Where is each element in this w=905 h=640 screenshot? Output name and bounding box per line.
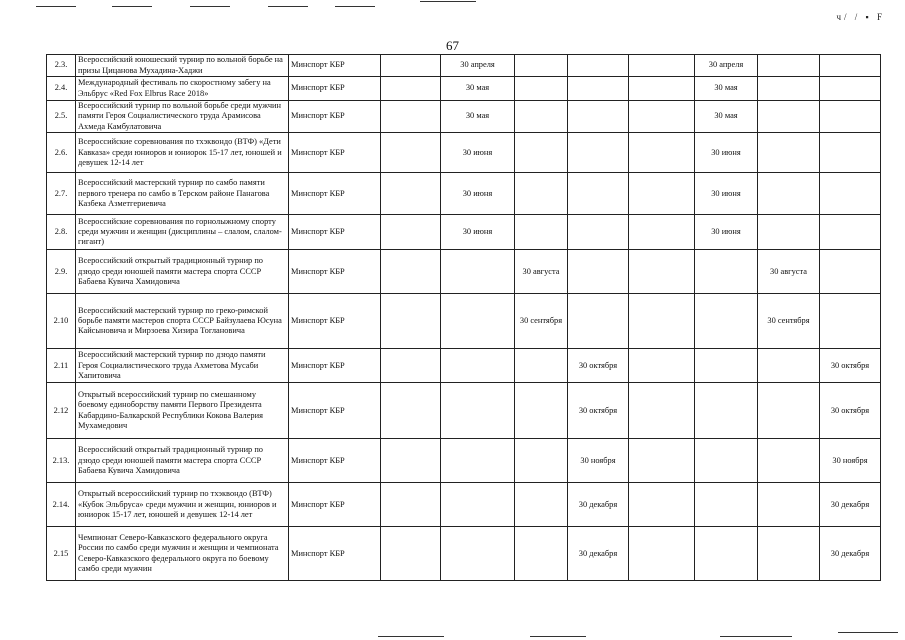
date-cell: 30 декабря [568, 527, 629, 581]
table-row [47, 349, 881, 383]
event-name: Международный фестиваль по скоростному забегу на Эльбрус «Red Fox Elbrus Race 2018» [76, 77, 289, 101]
date-cell [515, 133, 568, 173]
date-cell: 30 августа [758, 250, 820, 294]
date-cell [515, 55, 568, 77]
date-cell: 30 октября [820, 349, 881, 383]
scan-line [420, 1, 476, 2]
date-cell [758, 77, 820, 101]
row-number: 2.14. [47, 483, 76, 527]
organizer: Минспорт КБР [289, 250, 381, 294]
date-cell [515, 349, 568, 383]
date-cell [441, 250, 515, 294]
date-cell: 30 апреля [695, 55, 758, 77]
organizer: Минспорт КБР [289, 527, 381, 581]
date-cell [695, 349, 758, 383]
organizer: Минспорт КБР [289, 294, 381, 349]
event-name: Всероссийский турнир по вольной борьбе среди мужчин памяти Героя Социалистического труда Арамисова Ахмеда Камбулатовича [76, 101, 289, 133]
organizer: Минспорт КБР [289, 77, 381, 101]
date-cell [629, 173, 695, 215]
date-cell [758, 133, 820, 173]
date-cell [568, 215, 629, 250]
date-cell [381, 439, 441, 483]
date-cell [758, 383, 820, 439]
row-number: 2.13. [47, 439, 76, 483]
date-cell [629, 133, 695, 173]
scan-line [335, 6, 375, 7]
date-cell [381, 383, 441, 439]
date-cell [381, 215, 441, 250]
date-cell [515, 215, 568, 250]
date-cell [381, 173, 441, 215]
date-cell [758, 55, 820, 77]
table-row [47, 294, 881, 349]
date-cell: 30 ноября [568, 439, 629, 483]
date-cell: 30 мая [441, 77, 515, 101]
date-cell [758, 527, 820, 581]
date-cell [820, 77, 881, 101]
organizer: Минспорт КБР [289, 215, 381, 250]
date-cell [568, 294, 629, 349]
date-cell: 30 июня [441, 215, 515, 250]
date-cell [568, 133, 629, 173]
date-cell [820, 101, 881, 133]
date-cell [515, 101, 568, 133]
date-cell [568, 250, 629, 294]
date-cell [820, 250, 881, 294]
date-cell [441, 527, 515, 581]
event-name: Всероссийские соревнования по тхэквондо (ВТФ) «Дети Кавказа» среди юниоров и юниорок 15-17 лет, юношей и девушек 12-14 лет [76, 133, 289, 173]
scan-line [720, 636, 792, 637]
date-cell [381, 483, 441, 527]
date-cell [568, 101, 629, 133]
date-cell: 30 декабря [568, 483, 629, 527]
table-row [47, 439, 881, 483]
date-cell [629, 383, 695, 439]
date-cell [441, 483, 515, 527]
organizer: Минспорт КБР [289, 101, 381, 133]
event-name: Открытый всероссийский турнир по смешанному боевому единоборству памяти Первого Президента Кабардино-Балкарской Республики Кокова Валерия Мухамедович [76, 383, 289, 439]
date-cell [568, 173, 629, 215]
event-name: Открытый всероссийский турнир по тхэквондо (ВТФ) «Кубок Эльбруса» среди мужчин и женщин, юниоров и юниорок 15-17 лет, юношей и девушек 12-14 лет [76, 483, 289, 527]
date-cell: 30 августа [515, 250, 568, 294]
table-row [47, 215, 881, 250]
date-cell [441, 439, 515, 483]
date-cell: 30 июня [695, 215, 758, 250]
scan-line [190, 6, 230, 7]
table-row [47, 101, 881, 133]
scan-line [268, 6, 308, 7]
date-cell [381, 527, 441, 581]
date-cell: 30 июня [441, 173, 515, 215]
date-cell [515, 173, 568, 215]
row-number: 2.10 [47, 294, 76, 349]
date-cell: 30 ноября [820, 439, 881, 483]
organizer: Минспорт КБР [289, 349, 381, 383]
date-cell: 30 июня [441, 133, 515, 173]
date-cell [629, 215, 695, 250]
organizer: Минспорт КБР [289, 173, 381, 215]
date-cell [629, 349, 695, 383]
date-cell [515, 483, 568, 527]
date-cell [758, 483, 820, 527]
organizer: Минспорт КБР [289, 383, 381, 439]
date-cell: 30 октября [820, 383, 881, 439]
date-cell: 30 мая [441, 101, 515, 133]
table-row [47, 173, 881, 215]
date-cell [381, 349, 441, 383]
organizer: Минспорт КБР [289, 55, 381, 77]
organizer: Минспорт КБР [289, 439, 381, 483]
date-cell: 30 сентября [758, 294, 820, 349]
row-number: 2.11 [47, 349, 76, 383]
date-cell: 30 декабря [820, 483, 881, 527]
date-cell [629, 439, 695, 483]
date-cell [441, 383, 515, 439]
date-cell [820, 133, 881, 173]
table-row [47, 483, 881, 527]
date-cell [695, 483, 758, 527]
events-table [46, 54, 881, 581]
date-cell [381, 55, 441, 77]
table-row [47, 133, 881, 173]
date-cell [758, 101, 820, 133]
date-cell: 30 декабря [820, 527, 881, 581]
row-number: 2.9. [47, 250, 76, 294]
date-cell [515, 383, 568, 439]
date-cell [758, 349, 820, 383]
date-cell [758, 173, 820, 215]
table-row [47, 527, 881, 581]
date-cell [629, 77, 695, 101]
row-number: 2.15 [47, 527, 76, 581]
date-cell [441, 294, 515, 349]
table-row [47, 55, 881, 77]
row-number: 2.3. [47, 55, 76, 77]
date-cell [381, 250, 441, 294]
date-cell: 30 сентября [515, 294, 568, 349]
date-cell [441, 349, 515, 383]
date-cell [629, 250, 695, 294]
date-cell [695, 294, 758, 349]
date-cell: 30 июня [695, 133, 758, 173]
organizer: Минспорт КБР [289, 133, 381, 173]
date-cell [515, 77, 568, 101]
table-row [47, 383, 881, 439]
date-cell [629, 101, 695, 133]
date-cell [381, 77, 441, 101]
scan-line [112, 6, 152, 7]
row-number: 2.12 [47, 383, 76, 439]
date-cell [758, 215, 820, 250]
table-row [47, 250, 881, 294]
date-cell [381, 101, 441, 133]
date-cell [695, 527, 758, 581]
date-cell [820, 294, 881, 349]
date-cell [568, 55, 629, 77]
date-cell [515, 527, 568, 581]
scan-line [838, 632, 898, 633]
date-cell [629, 294, 695, 349]
date-cell: 30 апреля [441, 55, 515, 77]
date-cell [820, 215, 881, 250]
date-cell: 30 июня [695, 173, 758, 215]
event-name: Всероссийский мастерский турнир по дзюдо памяти Героя Социалистического труда Ахметова Мусаби Хапитовича [76, 349, 289, 383]
row-number: 2.6. [47, 133, 76, 173]
row-number: 2.4. [47, 77, 76, 101]
date-cell: 30 мая [695, 101, 758, 133]
row-number: 2.8. [47, 215, 76, 250]
date-cell: 30 октября [568, 383, 629, 439]
table-row [47, 77, 881, 101]
organizer: Минспорт КБР [289, 483, 381, 527]
row-number: 2.5. [47, 101, 76, 133]
event-name: Всероссийский открытый традиционный турнир по дзюдо среди юношей памяти мастера спорта СССР Бабаева Кувича Хамидовича [76, 250, 289, 294]
event-name: Всероссийский мастерский турнир по самбо памяти первого тренера по самбо в Терском районе Панагова Казбека Азметгериевича [76, 173, 289, 215]
date-cell [820, 55, 881, 77]
page-number: 67 [446, 38, 459, 53]
date-cell [629, 527, 695, 581]
event-name: Всероссийский мастерский турнир по греко-римской борьбе памяти мастеров спорта СССР Байзулаева Юсуна Кайсыновича и Мирзоева Хизира Тоглановича [76, 294, 289, 349]
row-number: 2.7. [47, 173, 76, 215]
date-cell [820, 173, 881, 215]
date-cell [381, 294, 441, 349]
date-cell [629, 55, 695, 77]
event-name: Всероссийский юношеский турнир по вольной борьбе на призы Цицанова Мухадина-Хаджи [76, 55, 289, 77]
corner-mark: ч/ / ▪ F [836, 12, 885, 22]
date-cell [695, 250, 758, 294]
event-name: Всероссийские соревнования по горнолыжному спорту среди мужчин и женщин (дисциплины – слалом, слалом-гигант) [76, 215, 289, 250]
scan-line [378, 636, 444, 637]
date-cell [695, 383, 758, 439]
date-cell [629, 483, 695, 527]
date-cell [381, 133, 441, 173]
date-cell [758, 439, 820, 483]
date-cell [695, 439, 758, 483]
scan-line [36, 6, 76, 7]
date-cell: 30 мая [695, 77, 758, 101]
event-name: Всероссийский открытый традиционный турнир по дзюдо среди юношей памяти мастера спорта СССР Бабаева Кувича Хамидовича [76, 439, 289, 483]
date-cell [568, 77, 629, 101]
date-cell: 30 октября [568, 349, 629, 383]
event-name: Чемпионат Северо-Кавказского федерального округа России по самбо среди мужчин и женщин и чемпионата Северо-Кавказского федерального округа по боевому самбо среди мужчин [76, 527, 289, 581]
scan-line [530, 636, 586, 637]
date-cell [515, 439, 568, 483]
